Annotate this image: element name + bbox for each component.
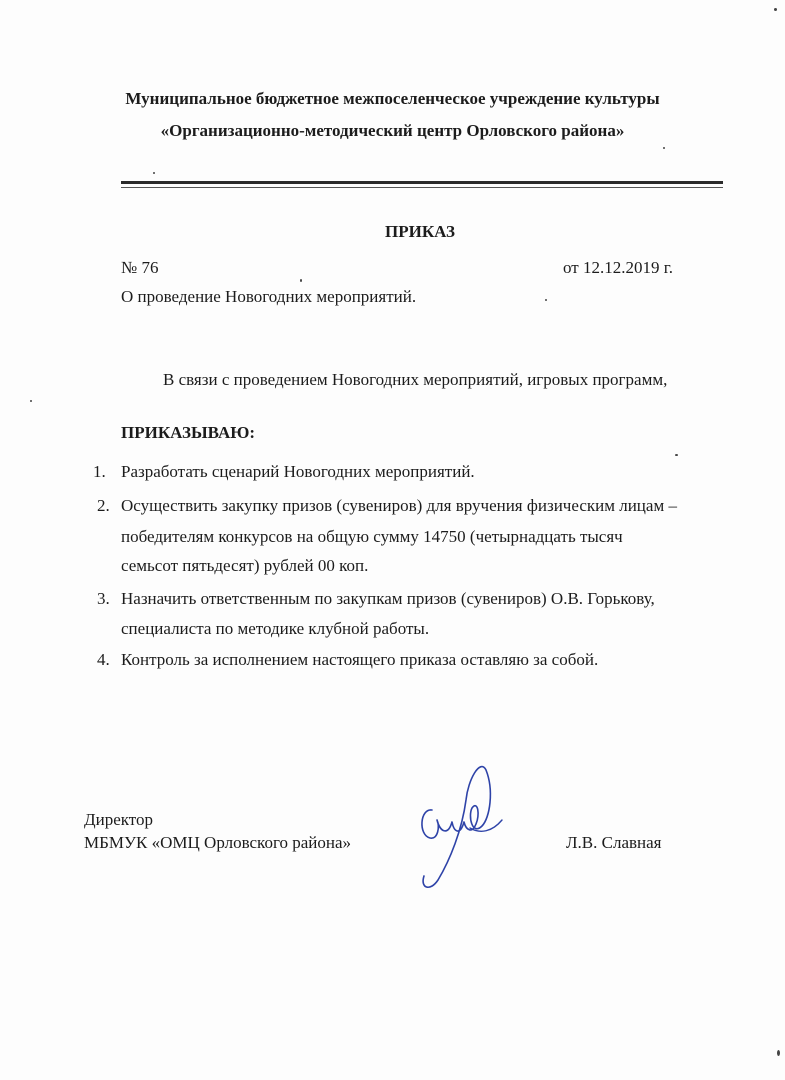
signatory-position: Директор (84, 810, 153, 829)
order-date: от 12.12.2019 г. (563, 258, 674, 277)
order-number: № 76 (121, 258, 159, 277)
org-name-line2: «Организационно-методический центр Орловского района» (160, 121, 625, 140)
list-item-text: Осуществить закупку призов (сувениров) для вручения физическим лицам – (121, 496, 677, 515)
scan-speck (774, 8, 777, 11)
list-item-text: Контроль за исполнением настоящего приказа оставляю за собой. (121, 650, 599, 669)
document-title: ПРИКАЗ (385, 222, 455, 241)
scan-speck (777, 1050, 780, 1056)
header-divider-thin (121, 187, 723, 188)
list-item-number: 1. (93, 462, 106, 481)
scan-speck (300, 279, 302, 282)
signatory-name: Л.В. Славная (566, 833, 662, 852)
list-item-text: Разработать сценарий Новогодних мероприятий. (121, 462, 475, 481)
scan-speck (545, 299, 547, 301)
list-item-text: победителям конкурсов на общую сумму 14750 (четырнадцать тысяч (121, 527, 623, 546)
list-item-text: специалиста по методике клубной работы. (121, 619, 430, 638)
list-item-text: семьсот пятьдесят) рублей 00 коп. (121, 556, 369, 575)
order-heading: ПРИКАЗЫВАЮ: (121, 423, 256, 442)
org-name-line1: Муниципальное бюджетное межпоселенческое учреждение культуры (125, 89, 660, 108)
list-item-text: Назначить ответственным по закупкам призов (сувениров) О.В. Горькову, (121, 589, 655, 608)
list-item-number: 3. (97, 589, 110, 608)
header-divider-thick (121, 181, 723, 184)
signatory-organization: МБМУК «ОМЦ Орловского района» (84, 833, 352, 852)
preamble: В связи с проведением Новогодних мероприятий, игровых программ, (163, 370, 668, 389)
scan-speck (30, 400, 32, 402)
scan-speck (663, 147, 665, 149)
list-item-number: 4. (97, 650, 110, 669)
handwritten-signature (410, 760, 510, 895)
scan-speck (153, 172, 155, 174)
list-item-number: 2. (97, 496, 110, 515)
scan-speck (675, 454, 678, 456)
order-subject: О проведение Новогодних мероприятий. (121, 287, 417, 306)
